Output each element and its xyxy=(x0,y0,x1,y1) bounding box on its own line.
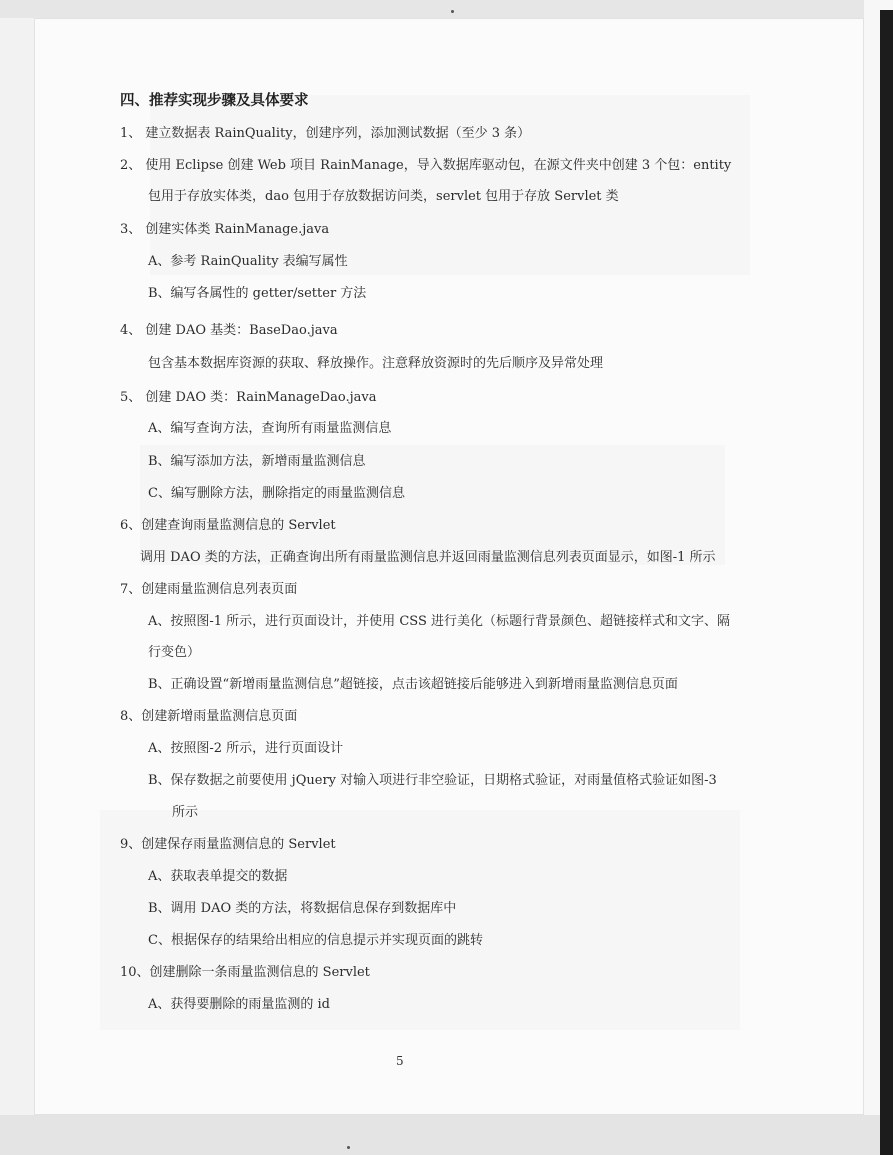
step-8-b: B、保存数据之前要使用 jQuery 对输入项进行非空验证，日期格式验证，对雨量值格式验证如图-3 xyxy=(148,773,717,788)
step-7-a-continued: 行变色） xyxy=(148,645,201,660)
step-5-c: C、编写删除方法，删除指定的雨量监测信息 xyxy=(148,486,405,501)
page-number: 5 xyxy=(396,1054,404,1068)
step-3-b: B、编写各属性的 getter/setter 方法 xyxy=(148,286,367,301)
step-4: 4、 创建 DAO 基类：BaseDao.java xyxy=(120,323,338,338)
step-3-a: A、参考 RainQuality 表编写属性 xyxy=(148,254,348,269)
step-4-detail: 包含基本数据库资源的获取、释放操作。注意释放资源时的先后顺序及异常处理 xyxy=(148,356,604,371)
scan-top-edge xyxy=(0,0,893,18)
step-10: 10、创建删除一条雨量监测信息的 Servlet xyxy=(120,965,370,980)
step-2-continued: 包用于存放实体类，dao 包用于存放数据访问类，servlet 包用于存放 Servlet 类 xyxy=(148,189,619,204)
step-9-c: C、根据保存的结果给出相应的信息提示并实现页面的跳转 xyxy=(148,933,483,948)
step-9-b: B、调用 DAO 类的方法，将数据信息保存到数据库中 xyxy=(148,901,457,916)
scan-speck-top xyxy=(451,10,454,13)
step-6: 6、创建查询雨量监测信息的 Servlet xyxy=(120,518,336,533)
scan-speck-bottom xyxy=(347,1146,350,1149)
step-3: 3、 创建实体类 RainManage.java xyxy=(120,222,330,237)
step-8-a: A、按照图-2 所示，进行页面设计 xyxy=(148,741,344,756)
step-5-a: A、编写查询方法，查询所有雨量监测信息 xyxy=(148,421,392,436)
step-9-a: A、获取表单提交的数据 xyxy=(148,869,288,884)
step-10-a: A、获得要删除的雨量监测的 id xyxy=(148,997,331,1012)
step-1: 1、 建立数据表 RainQuality，创建序列，添加测试数据（至少 3 条） xyxy=(120,126,531,141)
step-6-detail: 调用 DAO 类的方法，正确查询出所有雨量监测信息并返回雨量监测信息列表页面显示，如图-1 所示 xyxy=(140,550,716,565)
section-heading: 四、推荐实现步骤及具体要求 xyxy=(120,92,309,109)
step-7-a: A、按照图-1 所示，进行页面设计，并使用 CSS 进行美化（标题行背景颜色、超链接样式和文字、隔 xyxy=(148,614,730,629)
step-9: 9、创建保存雨量监测信息的 Servlet xyxy=(120,837,336,852)
step-8-b-continued: 所示 xyxy=(172,805,199,820)
scan-bottom-edge xyxy=(0,1115,880,1155)
step-2: 2、 使用 Eclipse 创建 Web 项目 RainManage，导入数据库驱动包，在源文件夹中创建 3 个包：entity xyxy=(120,158,732,173)
step-5: 5、 创建 DAO 类：RainManageDao.java xyxy=(120,390,377,405)
bleed-through-block-1 xyxy=(150,95,750,275)
step-5-b: B、编写添加方法，新增雨量监测信息 xyxy=(148,454,366,469)
step-7-b: B、正确设置“新增雨量监测信息”超链接，点击该超链接后能够进入到新增雨量监测信息页面 xyxy=(148,677,678,692)
scan-right-dark-edge xyxy=(880,10,893,1155)
step-8: 8、创建新增雨量监测信息页面 xyxy=(120,709,298,724)
step-7: 7、创建雨量监测信息列表页面 xyxy=(120,582,298,597)
